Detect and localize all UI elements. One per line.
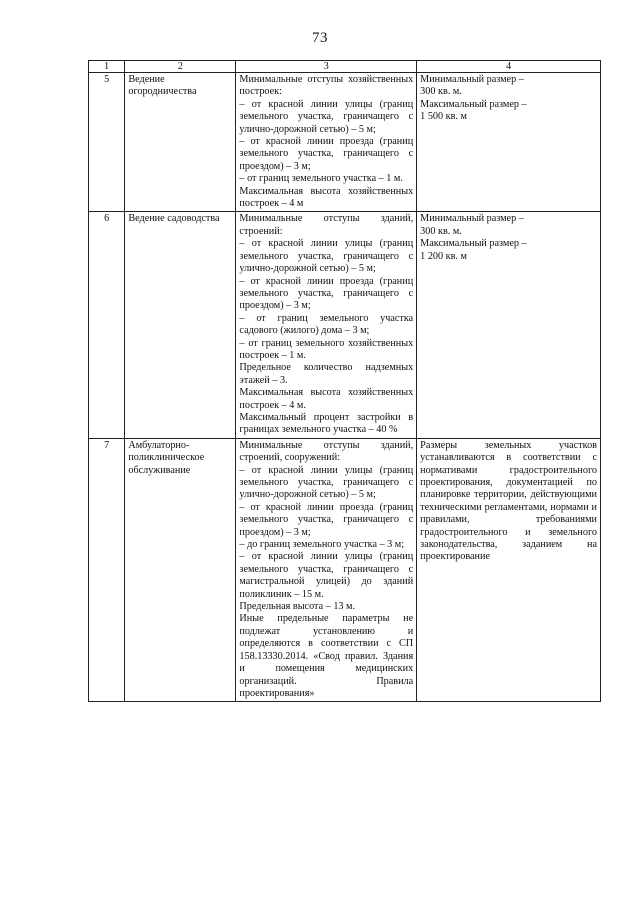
size-line: Минимальный размер – — [420, 213, 524, 225]
parameter-line: – от границ земельного хозяйственных построек – 1 м. — [239, 337, 414, 361]
parameter-line: – от красной линии проезда (границ земельного участка, граничащего с проездом) – 3 м; — [239, 501, 414, 538]
land-use-name: Ведение огородничества — [125, 73, 236, 212]
parameters-cell — [236, 212, 417, 438]
size-line: Максимальный размер – — [420, 238, 527, 250]
size-line: 300 кв. м. — [420, 225, 462, 237]
parameter-line: – от красной линии проезда (границ земельного участка, граничащего с проездом) – 3 м; — [239, 136, 414, 172]
regulations-table — [88, 60, 601, 702]
parameter-line: Предельная высота – 13 м. — [239, 601, 356, 613]
parameter-line: – от красной линии улицы (границ земельного участка, граничащего с магистральной улицей) до зданий поликлиник – 15 м. — [239, 551, 414, 600]
column-header-1: 1 — [89, 61, 125, 73]
parameter-line: Максимальная высота хозяйственных построек – 4 м. — [239, 387, 414, 411]
parameter-line: – от красной линии проезда (границ земельного участка, граничащего с проездом) – 3 м; — [239, 275, 414, 312]
size-line: 300 кв. м. — [420, 86, 462, 98]
header-row — [89, 61, 601, 73]
column-header-4: 4 — [417, 61, 601, 73]
parameter-line: Максимальная высота хозяйственных построек – 4 м — [239, 185, 414, 210]
size-line: Минимальный размер – — [420, 74, 524, 85]
size-line: 1 500 кв. м — [420, 111, 467, 123]
parameter-line: Минимальные отступы зданий, строений: — [239, 213, 414, 237]
parameter-line: Максимальный процент застройки в границах земельного участка – 40 % — [239, 411, 414, 436]
row-number: 6 — [89, 212, 125, 438]
row-number: 5 — [89, 73, 125, 212]
size-line: Максимальный размер – — [420, 98, 527, 110]
parameter-line: Минимальные отступы хозяйственных построек: — [239, 74, 414, 98]
parameter-line: – от границ земельного участка садового (жилого) дома – 3 м; — [239, 312, 414, 337]
size-line: 1 200 кв. м — [420, 250, 467, 262]
parameter-line: – от границ земельного участка – 1 м. — [239, 173, 403, 185]
parameter-line: – от красной линии улицы (границ земельного участка, граничащего с улично-дорожной сетью) – 5 м; — [239, 238, 414, 275]
table-row — [89, 212, 601, 438]
plot-size-cell — [417, 212, 601, 438]
column-header-3: 3 — [236, 61, 417, 73]
table-row — [89, 438, 601, 702]
parameters-cell — [236, 438, 417, 702]
parameter-line: Предельное количество надземных этажей – 3. — [239, 362, 414, 386]
column-header-2: 2 — [125, 61, 236, 73]
parameter-line: Иные предельные параметры не подлежат установлению и определяются в соответствии с СП 158.13330.2014. «Свод правил. Здания и помещения медицинских организаций. Правила проектирования» — [239, 613, 414, 699]
row-number: 7 — [89, 438, 125, 702]
parameter-line: – от красной линии улицы (границ земельного участка, граничащего с улично-дорожной сетью) – 5 м; — [239, 98, 414, 135]
parameter-line: – от красной линии улицы (границ земельного участка, граничащего с улично-дорожной сетью) – 5 м; — [239, 464, 414, 501]
parameter-line: – до границ земельного участка – 3 м; — [239, 539, 405, 551]
land-use-name: Амбулаторно-поликлиническое обслуживание — [125, 438, 236, 702]
land-use-name: Ведение садоводства — [125, 212, 236, 438]
plot-size-cell — [417, 438, 601, 702]
table-row — [89, 73, 601, 212]
plot-size-cell — [417, 73, 601, 212]
page-number: 73 — [312, 30, 328, 46]
parameters-cell — [236, 73, 417, 212]
parameter-line: Минимальные отступы зданий, строений, сооружений: — [239, 439, 414, 464]
size-line: Размеры земельных участков устанавливаются в соответствии с нормативами градостроительного проектирования, документацией по планировке территории, действующими техническими регламентами, нормами и правилами, требованиями градостроительного и земельного законодательства, заданием на проектирование — [420, 439, 597, 563]
